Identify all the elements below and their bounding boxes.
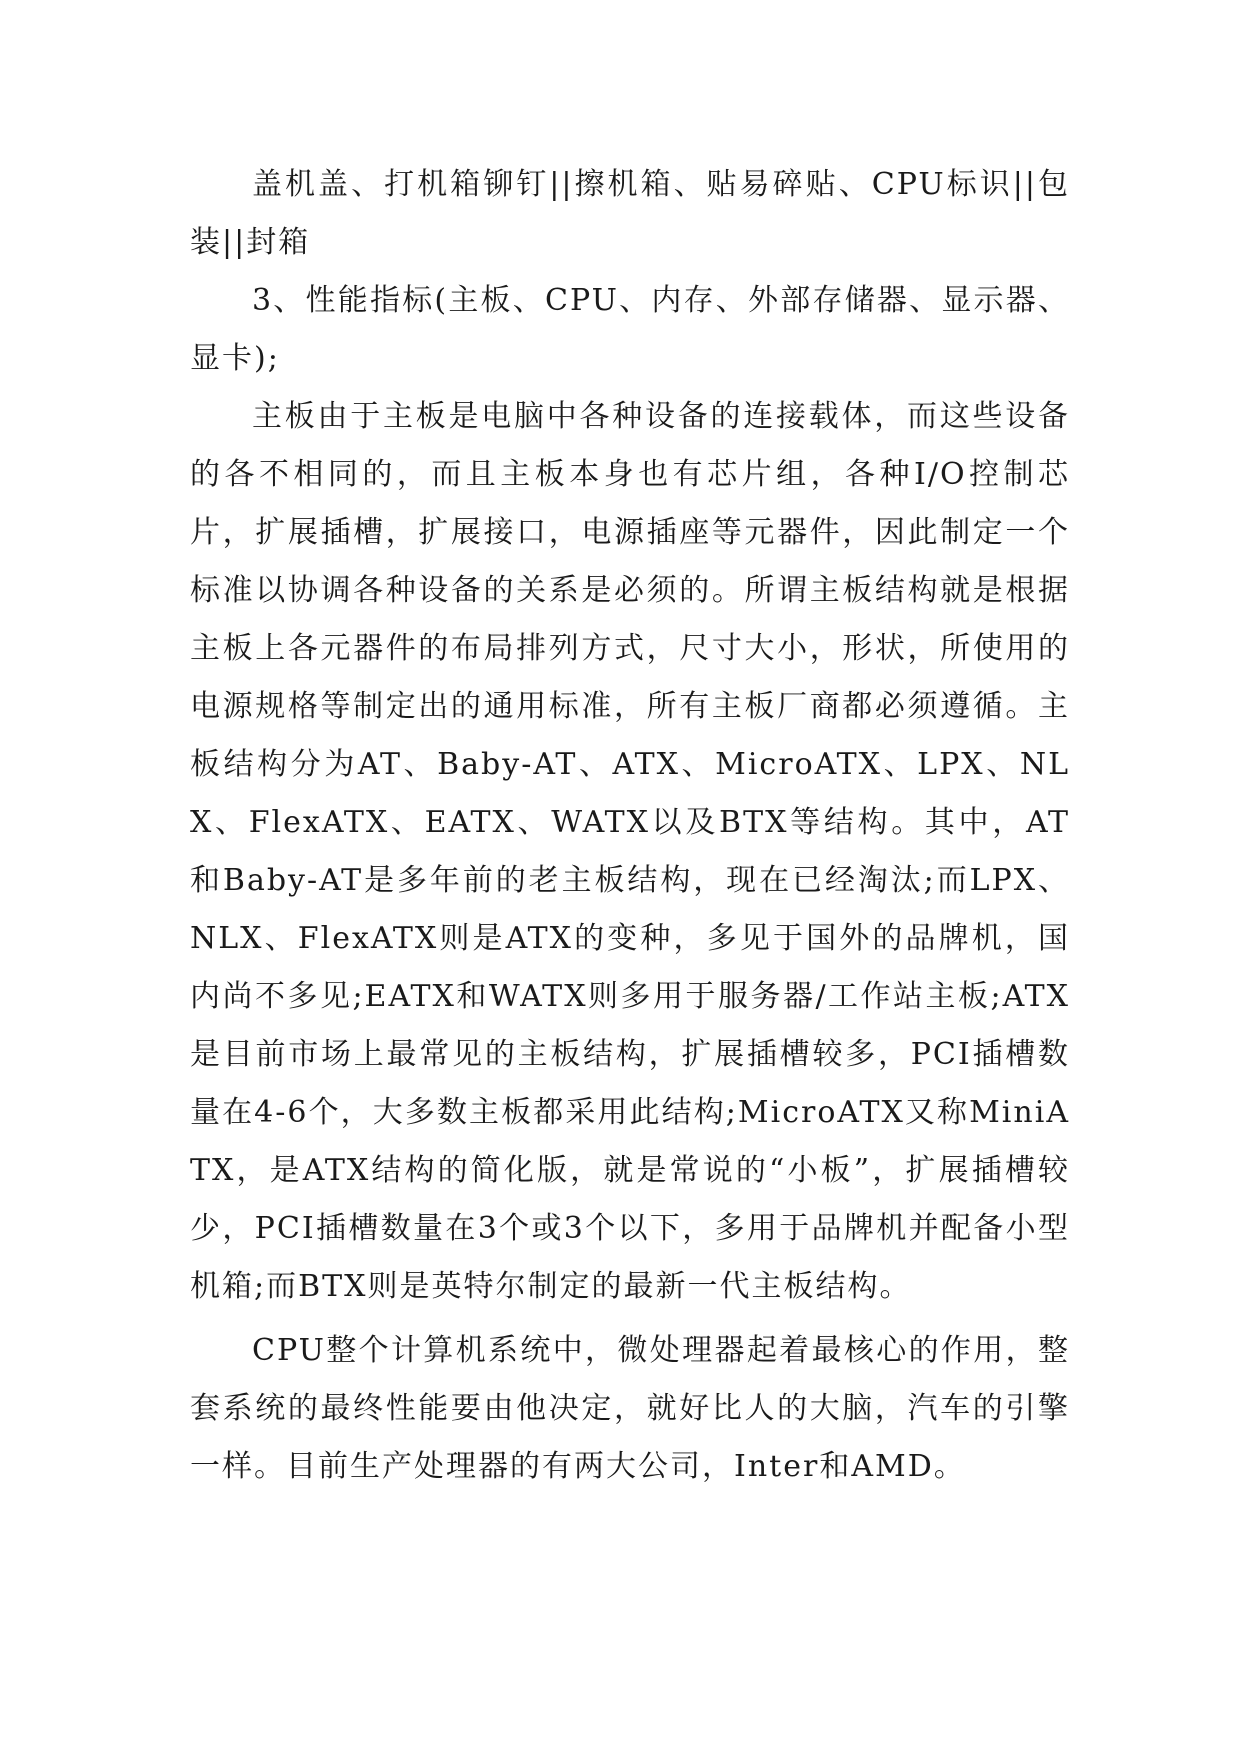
document-body xyxy=(190,156,1070,1496)
paragraph-performance-heading: 3、性能指标(主板、CPU、内存、外部存储器、显示器、显卡); xyxy=(190,283,1070,376)
paragraph-cpu: CPU整个计算机系统中，微处理器起着最核心的作用，整套系统的最终性能要由他决定，就好比人的大脑，汽车的引擎一样。目前生产处理器的有两大公司，Inter和AMD。 xyxy=(190,1333,1070,1484)
paragraph-motherboard: 主板由于主板是电脑中各种设备的连接载体，而这些设备的各不相同的，而且主板本身也有芯片组，各种I/O控制芯片，扩展插槽，扩展接口，电源插座等元器件，因此制定一个标准以协调各种设备的关系是必须的。所谓主板结构就是根据主板上各元器件的布局排列方式，尺寸大小，形状，所使用的电源规格等制定出的通用标准，所有主板厂商都必须遵循。主板结构分为AT、Baby-AT、ATX、MicroATX、LPX、NLX、FlexATX、EATX、WATX以及BTX等结构。其中，AT和Baby-AT是多年前的老主板结构，现在已经淘汰;而LPX、NLX、FlexATX则是ATX的变种，多见于国外的品牌机，国内尚不多见;EATX和WATX则多用于服务器/工作站主板;ATX是目前市场上最常见的主板结构，扩展插槽较多，PCI插槽数量在4-6个，大多数主板都采用此结构;MicroATX又称MiniATX，是ATX结构的简化版，就是常说的“小板”，扩展插槽较少，PCI插槽数量在3个或3个以下，多用于品牌机并配备小型机箱;而BTX则是英特尔制定的最新一代主板结构。 xyxy=(190,399,1070,1304)
paragraph-packaging-steps: 盖机盖、打机箱铆钉||擦机箱、贴易碎贴、CPU标识||包装||封箱 xyxy=(190,167,1070,260)
